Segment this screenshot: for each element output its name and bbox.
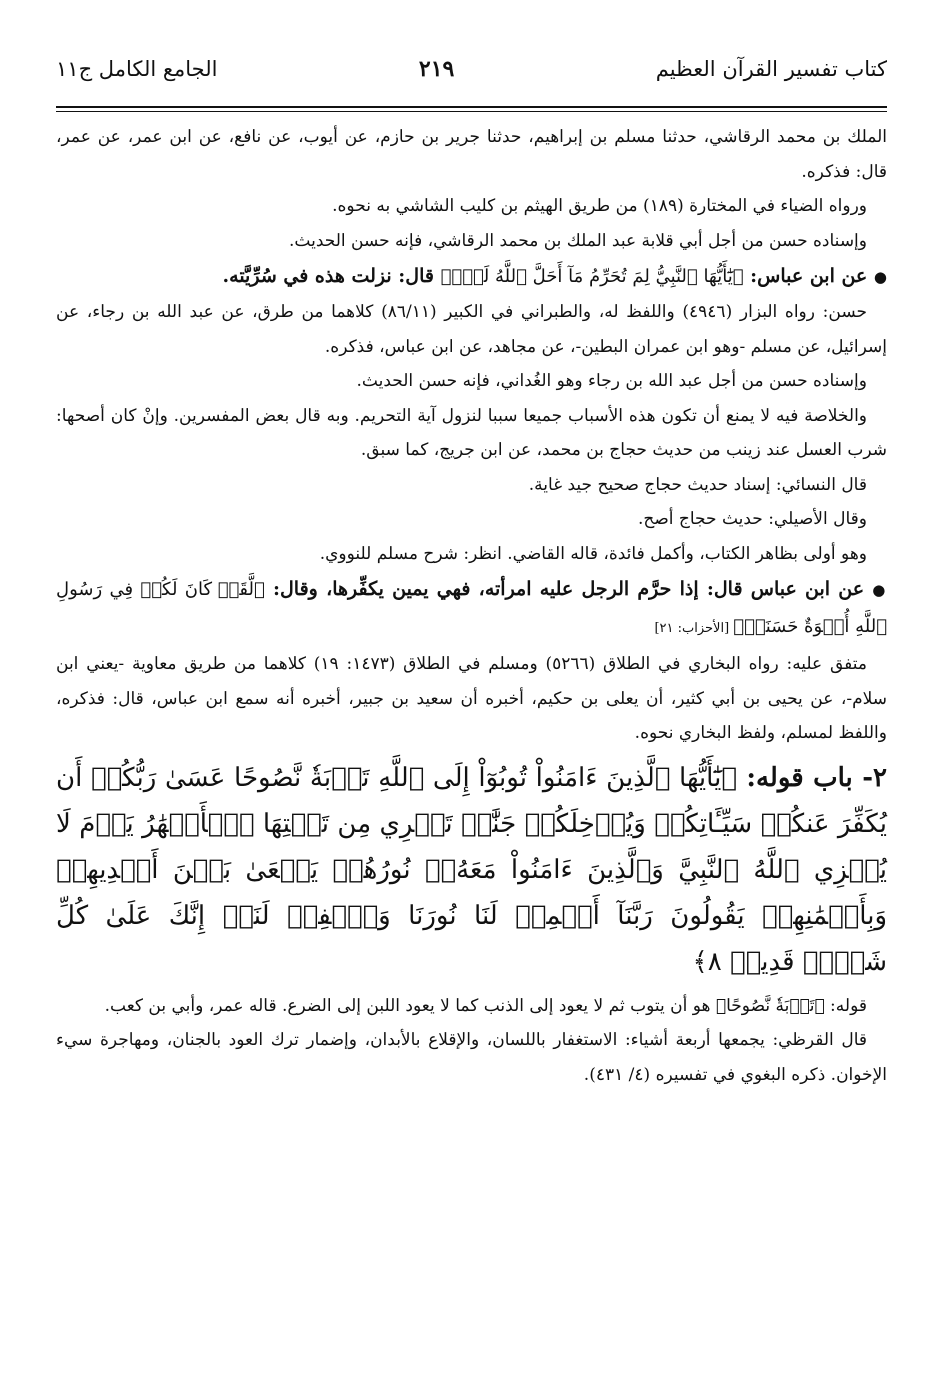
header-rule-thick	[56, 106, 887, 108]
page-number: ٢١٩	[418, 56, 455, 82]
hadith-ibn-abbas-2	[56, 571, 887, 647]
hadith-text: عن ابن عباس قال: إذا حرَّم الرجل عليه امرأته، فهي يمين يكفِّرها، وقال:	[264, 578, 865, 600]
running-header	[56, 48, 887, 98]
verse-reference: [الأحزاب: ٢١]	[654, 621, 734, 636]
text-segment: هو أن يتوب ثم لا يعود إلى الذنب كما لا يعود اللبن إلى الضرع. قاله عمر، وأبي بن كعب.	[104, 995, 716, 1016]
book-title: كتاب تفسير القرآن العظيم	[655, 57, 887, 81]
chapter-heading	[56, 755, 887, 985]
header-rule-thin	[56, 111, 887, 112]
paragraph-asili: وقال الأصيلي: حديث حجاج أصح.	[637, 509, 867, 529]
hadith-ibn-abbas-1	[56, 258, 887, 295]
paragraph-takhrij-2: متفق عليه: رواه البخاري في الطلاق (٥٢٦٦) ومسلم في الطلاق (١٤٧٣: ١٩) كلاهما من طريق معاوية -يعني ابن سلام-، عن يحيى بن أبي كثير، أن يعلى بن حكيم، أخبره أن سعيد بن جبير، أخبره أنه سمع ابن عباس، قال: فذكره، واللفظ لمسلم، ولفظ البخاري نحوه.	[56, 654, 887, 743]
text-segment: قوله:	[824, 995, 867, 1016]
chapter-verse: ﴿يَٰٓأَيُّهَا ٱلَّذِينَ ءَامَنُواْ تُوبُوٓاْ إِلَى ٱللَّهِ تَوۡبَةٗ نَّصُوحًا عَسَىٰ رَبُّكُمۡ أَن يُكَفِّرَ عَنكُمۡ سَيِّـَٔاتِكُمۡ وَيُدۡخِلَكُمۡ جَنَّٰتٖ تَجۡرِي مِن تَحۡتِهَا ٱلۡأَنۡهَٰرُ يَوۡمَ لَا يُخۡزِي ٱللَّهُ ٱلنَّبِيَّ وَٱلَّذِينَ ءَامَنُواْ مَعَهُۥۖ نُورُهُمۡ يَسۡعَىٰ بَيۡنَ أَيۡدِيهِمۡ وَبِأَيۡمَٰنِهِمۡ يَقُولُونَ رَبَّنَآ أَتۡمِمۡ لَنَا نُورَنَا وَٱغۡفِرۡ لَنَآۖ إِنَّكَ عَلَىٰ كُلِّ شَيۡءٖ قَدِيرٞ ٨﴾	[56, 762, 887, 977]
paragraph-chain: الملك بن محمد الرقاشي، حدثنا مسلم بن إبراهيم، حدثنا جرير بن حازم، عن أيوب، عن نافع، عن ابن عمر، عن عمر، قال: فذكره.	[56, 127, 887, 182]
chapter-title: ٢- باب قوله:	[736, 762, 888, 793]
quran-quote: ﴿لَّقَدۡ كَانَ لَكُمۡ فِي رَسُولِ ٱللَّهِ أُسۡوَةٌ حَسَنَةٞ﴾	[56, 579, 887, 637]
volume-label: الجامع الكامل ج١١	[56, 57, 218, 81]
paragraph-summary: والخلاصة فيه لا يمنع أن تكون هذه الأسباب جميعا سببا لنزول آية التحريم. وبه قال بعض المفسرين. وإنْ كان أصحها: شرب العسل عند زينب من حديث حجاج بن محمد، عن ابن جريج، كما سبق.	[56, 405, 887, 460]
quran-quote: ﴿تَوۡبَةٗ نَّصُوحًا﴾	[715, 995, 825, 1016]
paragraph-isnad-2: وإسناده حسن من أجل عبد الله بن رجاء وهو الغُداني، فإنه حسن الحديث.	[356, 371, 867, 391]
bullet-icon: ●	[873, 268, 887, 286]
paragraph-qurazi: قال القرظي: يجمعها أربعة أشياء: الاستغفار باللسان، والإقلاع بالأبدان، وإضمار ترك العود بالجنان، ومهاجرة سيء الإخوان. ذكره البغوي في تفسيره (٤/ ٤٣١).	[56, 1030, 887, 1085]
quran-quote: ﴿يَٰٓأَيُّهَا ٱلنَّبِيُّ لِمَ تُحَرِّمُ مَآ أَحَلَّ ٱللَّهُ لَكَۖ﴾	[440, 266, 744, 287]
paragraph-nasai: قال النسائي: إسناد حديث حجاج صحيح جيد غاية.	[528, 474, 867, 495]
paragraph-qadi: وهو أولى بظاهر الكتاب، وأكمل فائدة، قاله القاضي. انظر: شرح مسلم للنووي.	[319, 543, 867, 564]
paragraph-isnad-1: وإسناده حسن من أجل أبي قلابة عبد الملك بن محمد الرقاشي، فإنه حسن الحديث.	[289, 230, 867, 251]
bullet-icon: ●	[872, 581, 887, 599]
hadith-text: قال: نزلت هذه في سُرِّيَّته.	[222, 265, 441, 287]
paragraph-diya: ورواه الضياء في المختارة (١٨٩) من طريق الهيثم بن كليب الشاشي به نحوه.	[332, 196, 867, 216]
hadith-text: عن ابن عباس:	[743, 265, 868, 287]
paragraph-takhrij-1: حسن: رواه البزار (٤٩٤٦) واللفظ له، والطبراني في الكبير (٨٦/١١) كلاهما من طرق، عن عبد الله بن رجاء، عن إسرائيل، عن مسلم -وهو ابن عمران البطين-، عن مجاهد، عن ابن عباس، فذكره.	[56, 302, 887, 357]
paragraph-tawba	[56, 989, 887, 1024]
